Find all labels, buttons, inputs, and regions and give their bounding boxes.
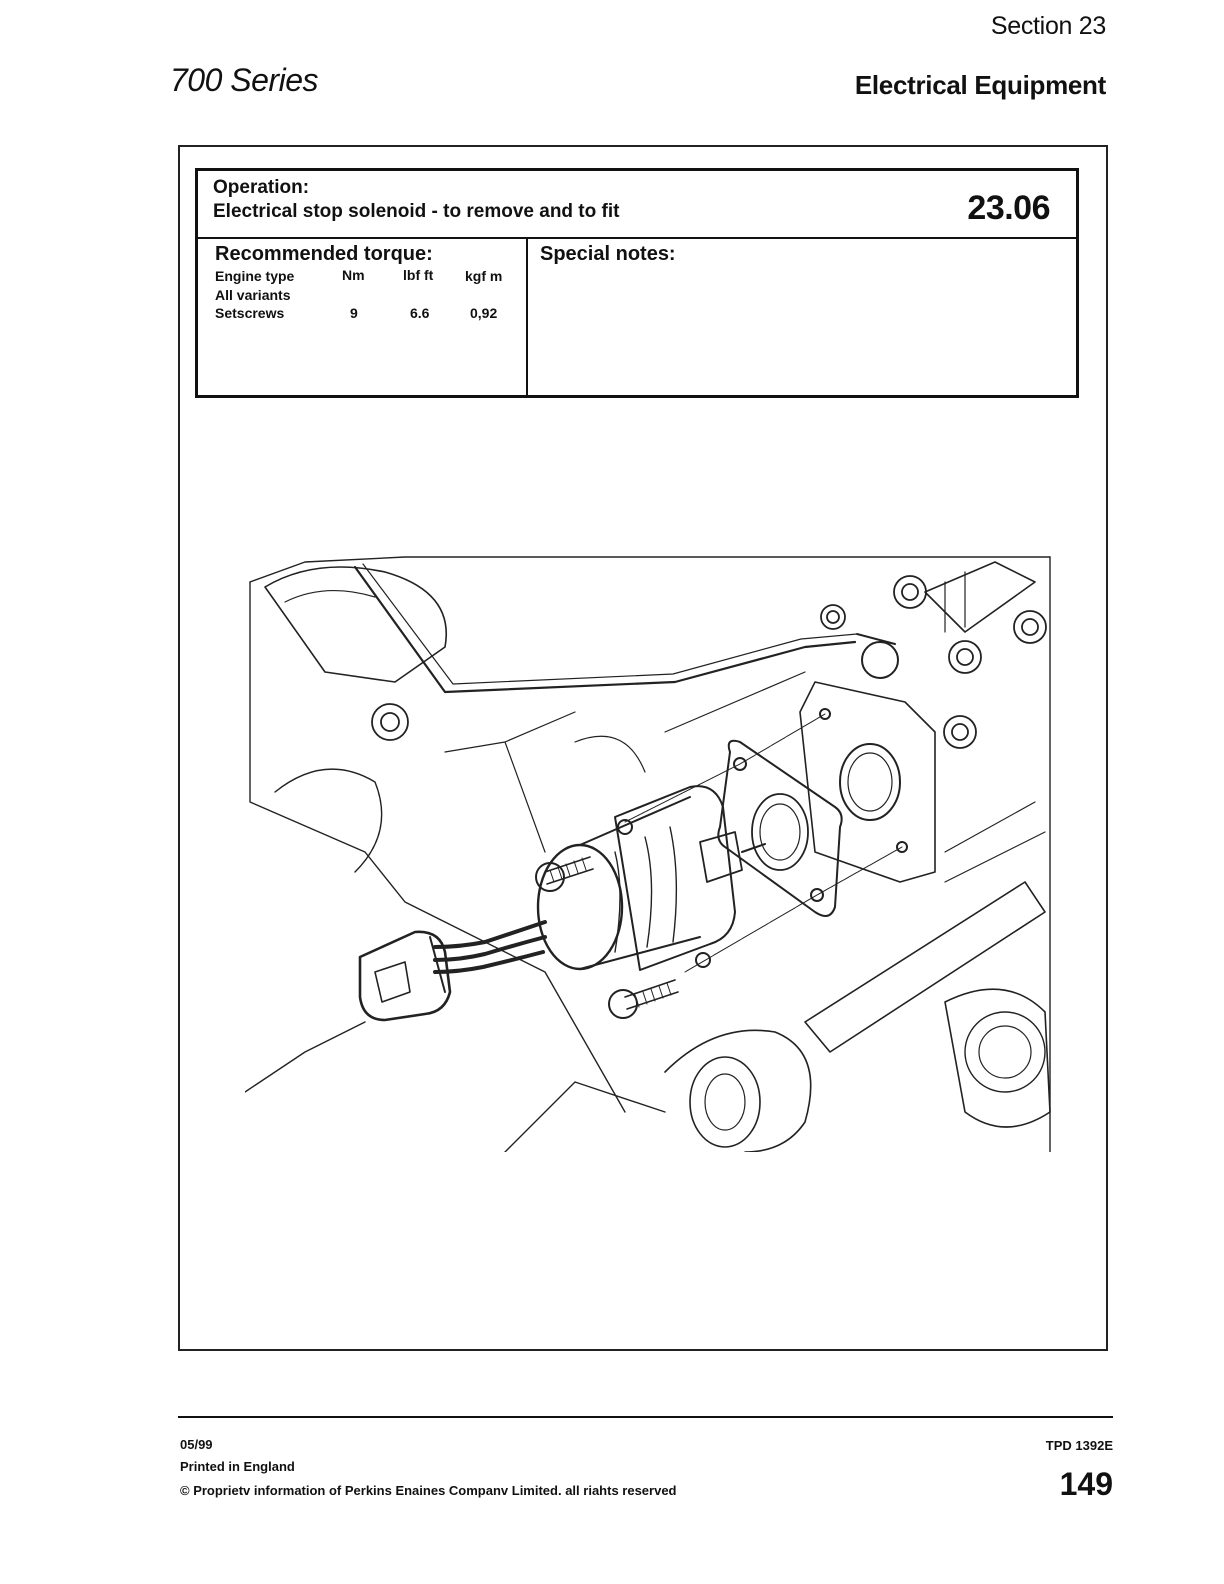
- column-divider: [526, 237, 528, 395]
- operation-code: 23.06: [967, 189, 1050, 227]
- section-label: Section 23: [990, 12, 1106, 40]
- operation-description: Electrical stop solenoid - to remove and to fit: [213, 201, 620, 222]
- torque-row-nm: 9: [350, 305, 358, 321]
- torque-col-engine-type: Engine type: [215, 268, 295, 284]
- solenoid-diagram-icon: [245, 552, 1055, 1152]
- torque-row-lbf-ft: 6.6: [410, 305, 430, 321]
- footer-doc-code: TPD 1392E: [1045, 1438, 1113, 1453]
- footer-copyright: © Proprietv information of Perkins Enaines Companv Limited. all riahts reserved: [180, 1483, 677, 1498]
- footer-rule: [178, 1416, 1113, 1418]
- torque-row-item: Setscrews: [215, 305, 285, 321]
- torque-col-kgf-m: kgf m: [465, 268, 503, 284]
- torque-col-lbf-ft: lbf ft: [403, 267, 434, 283]
- torque-col-nm: Nm: [342, 267, 365, 283]
- special-notes-heading: Special notes:: [540, 243, 676, 265]
- series-title: 700 Series: [170, 62, 318, 98]
- footer-date: 05/99: [180, 1437, 213, 1452]
- footer-printed: Printed in England: [180, 1459, 295, 1474]
- torque-heading: Recommended torque:: [215, 243, 433, 265]
- torque-variant: All variants: [215, 287, 291, 303]
- chapter-title: Electrical Equipment: [854, 70, 1106, 100]
- operation-label: Operation:: [213, 177, 310, 198]
- operation-info-box: [195, 168, 1079, 398]
- torque-row-kgf-m: 0,92: [470, 305, 498, 321]
- operation-band: [198, 171, 1076, 239]
- page-number: 149: [1059, 1466, 1113, 1502]
